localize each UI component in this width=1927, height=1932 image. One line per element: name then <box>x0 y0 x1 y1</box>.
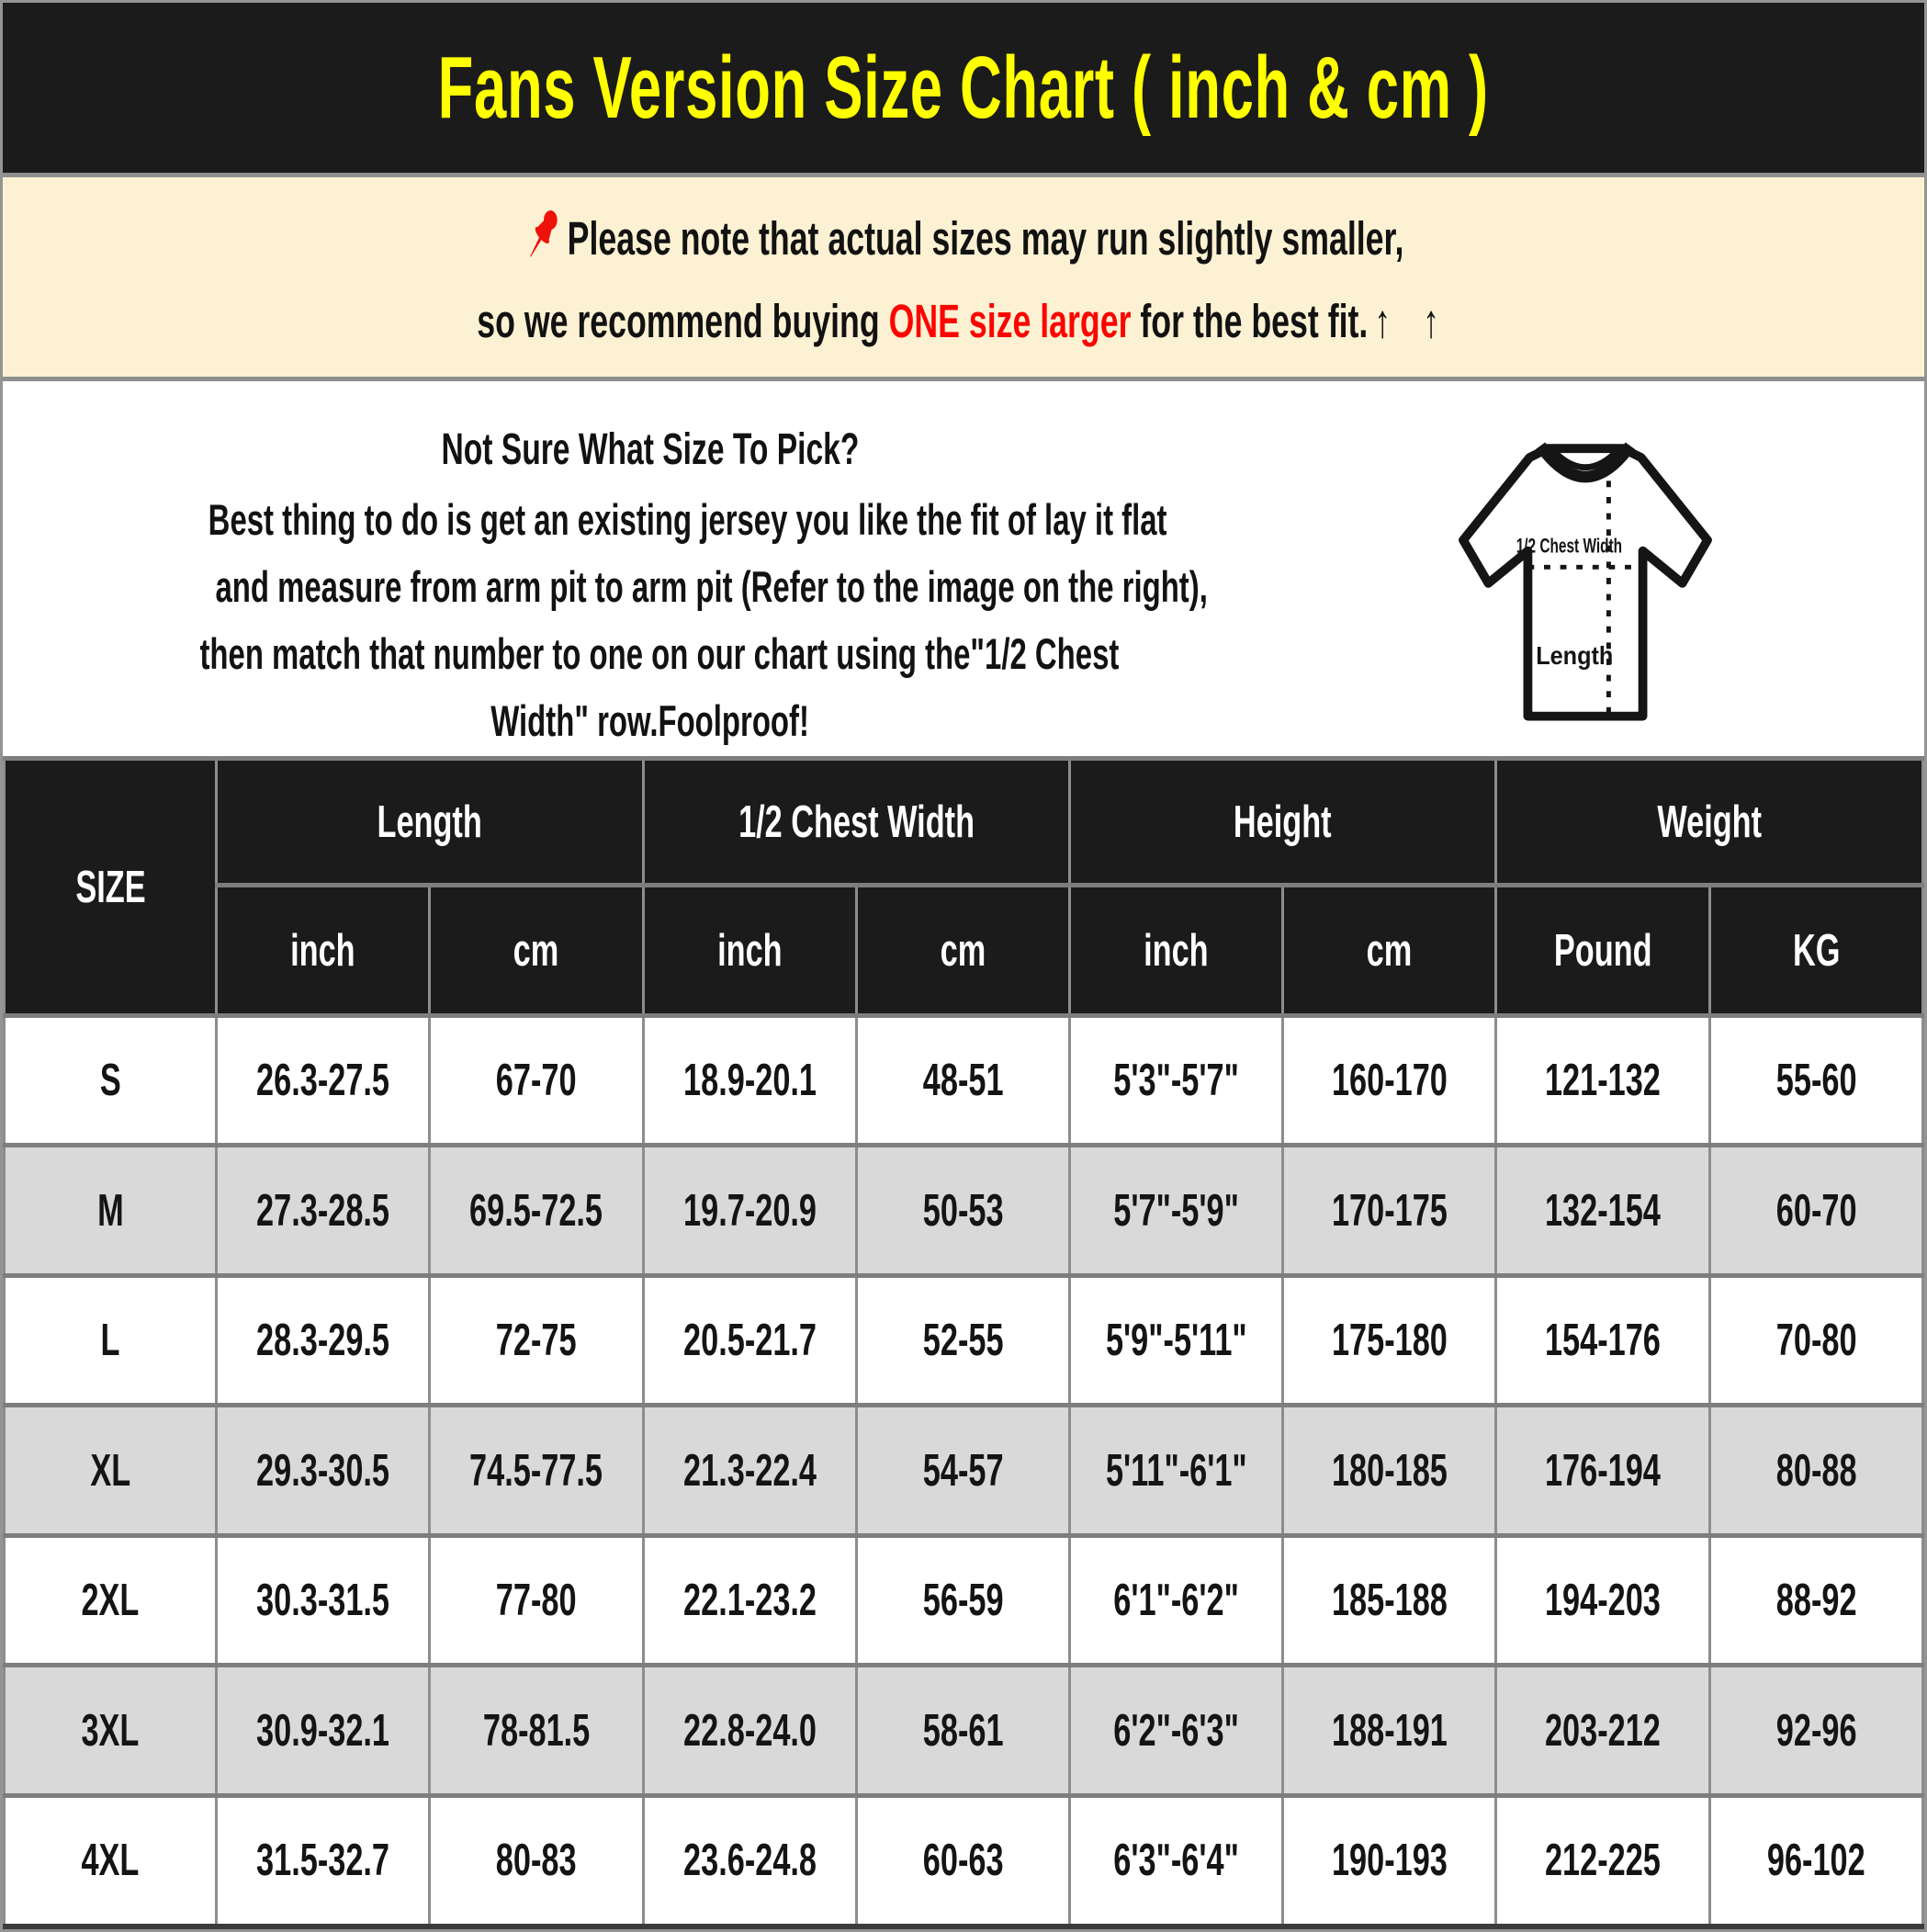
table-row <box>5 1275 1923 1405</box>
measurement-value: 23.6-24.8 <box>682 1836 817 1886</box>
size-table-body <box>5 1016 1923 1927</box>
table-row <box>5 1406 1923 1535</box>
measurement-value: 70-80 <box>1775 1316 1857 1366</box>
tshirt-diagram <box>1298 414 1924 756</box>
size-label: L <box>100 1316 120 1366</box>
measurement-value: 30.3-31.5 <box>256 1576 390 1626</box>
measurement-value: 203-212 <box>1545 1705 1661 1756</box>
measurement-value: 6'1"-6'2" <box>1113 1576 1239 1626</box>
guide-line-text-1: Best thing to do is get an existing jersey you like the fit of lay it flat <box>208 495 1167 544</box>
measurement-cell <box>1709 1146 1922 1275</box>
notice-banner <box>3 177 1924 381</box>
measurement-value: 194-203 <box>1545 1576 1661 1626</box>
measurement-cell <box>856 1535 1069 1665</box>
measurement-value: 18.9-20.1 <box>682 1056 817 1106</box>
table-row <box>5 1535 1923 1665</box>
measurement-value: 212-225 <box>1545 1836 1661 1886</box>
guide-line-text-2: and measure from arm pit to arm pit (Refer to the image on the right), <box>215 562 1208 611</box>
measurement-value: 67-70 <box>496 1056 577 1106</box>
size-cell <box>5 1406 217 1535</box>
unit-header <box>856 886 1069 1016</box>
size-cell <box>5 1795 217 1926</box>
measurement-cell <box>1069 1146 1282 1275</box>
measurement-cell <box>856 1275 1069 1405</box>
up-arrows-icon: ↑ ↑ <box>1373 294 1451 347</box>
length-header-text: Length <box>377 797 482 847</box>
measurement-value: 6'3"-6'4" <box>1113 1836 1239 1886</box>
size-cell <box>5 1535 217 1665</box>
notice-text-prefix: so we recommend buying <box>476 294 889 347</box>
measurement-value: 28.3-29.5 <box>256 1316 390 1366</box>
measurement-cell <box>1069 1795 1282 1926</box>
measurement-value: 55-60 <box>1775 1056 1857 1106</box>
size-table-wrap <box>3 756 1924 1929</box>
measurement-cell <box>430 1795 643 1926</box>
measurement-value: 175-180 <box>1331 1316 1448 1366</box>
measurement-cell <box>1069 1016 1282 1146</box>
size-label: 4XL <box>81 1836 140 1886</box>
table-row <box>5 1146 1923 1275</box>
table-row <box>5 1795 1923 1926</box>
size-table-head <box>5 759 1923 1016</box>
notice-highlight: ONE size larger <box>888 294 1131 347</box>
measurement-value: 54-57 <box>922 1445 1004 1496</box>
guide-line-text-3: then match that number to one on our chart using the"1/2 Chest <box>199 629 1120 678</box>
measurement-value: 5'3"-5'7" <box>1113 1056 1239 1106</box>
measurement-value: 185-188 <box>1331 1576 1448 1626</box>
measurement-cell <box>1283 1535 1496 1665</box>
measurement-cell <box>643 1146 856 1275</box>
measurement-value: 48-51 <box>922 1056 1004 1106</box>
measurement-cell <box>430 1535 643 1665</box>
measurement-cell <box>1069 1406 1282 1535</box>
measurement-value: 80-88 <box>1775 1445 1857 1496</box>
measurement-value: 170-175 <box>1331 1185 1448 1236</box>
guide-heading-text: Not Sure What Size To Pick? <box>441 425 860 474</box>
height-group-header <box>1069 759 1495 886</box>
measurement-value: 30.9-32.1 <box>256 1705 390 1756</box>
size-label: 2XL <box>81 1576 140 1626</box>
measurement-cell <box>1709 1406 1922 1535</box>
measurement-value: 60-63 <box>922 1836 1004 1886</box>
measurement-value: 132-154 <box>1545 1185 1661 1236</box>
measurement-value: 154-176 <box>1545 1316 1661 1366</box>
unit-header <box>1496 886 1709 1016</box>
guide-line <box>3 553 1298 620</box>
measurement-value: 20.5-21.7 <box>682 1316 817 1366</box>
pushpin-icon <box>523 199 565 269</box>
measurement-value: 80-83 <box>496 1836 577 1886</box>
measurement-cell <box>217 1146 430 1275</box>
length-group-header <box>217 759 643 886</box>
unit-header-text: KG <box>1792 925 1841 976</box>
measurement-value: 29.3-30.5 <box>256 1445 390 1496</box>
measurement-cell <box>643 1535 856 1665</box>
measurement-cell <box>643 1666 856 1795</box>
measurement-cell <box>1709 1795 1922 1926</box>
measurement-value: 121-132 <box>1545 1056 1661 1106</box>
measurement-cell <box>1283 1146 1496 1275</box>
measurement-cell <box>430 1275 643 1405</box>
measurement-cell <box>1069 1275 1282 1405</box>
measurement-cell <box>430 1666 643 1795</box>
measurement-cell <box>217 1016 430 1146</box>
measurement-cell <box>856 1406 1069 1535</box>
size-label: S <box>99 1056 121 1106</box>
height-header-text: Height <box>1234 797 1333 847</box>
measurement-cell <box>1496 1795 1709 1926</box>
measurement-cell <box>643 1406 856 1535</box>
measurement-cell <box>1496 1016 1709 1146</box>
unit-header <box>1283 886 1496 1016</box>
guide-line <box>3 620 1298 687</box>
unit-header <box>217 886 430 1016</box>
size-label: 3XL <box>81 1705 140 1756</box>
measurement-value: 21.3-22.4 <box>682 1445 817 1496</box>
table-unit-header-row <box>5 886 1923 1016</box>
measurement-value: 5'9"-5'11" <box>1105 1316 1247 1366</box>
size-column-header <box>5 759 217 1016</box>
guide-line-text-4: Width" row.Foolproof! <box>490 696 810 745</box>
unit-header <box>1709 886 1922 1016</box>
chest-width-header-text: 1/2 Chest Width <box>738 797 975 847</box>
measurement-cell <box>430 1016 643 1146</box>
unit-header-text: cm <box>940 925 986 976</box>
size-cell <box>5 1146 217 1275</box>
measurement-value: 5'7"-5'9" <box>1113 1185 1239 1236</box>
measurement-cell <box>1283 1666 1496 1795</box>
measurement-cell <box>1496 1146 1709 1275</box>
size-label: M <box>96 1185 124 1236</box>
size-cell <box>5 1016 217 1146</box>
guide-text <box>3 414 1298 756</box>
measurement-value: 6'2"-6'3" <box>1113 1705 1239 1756</box>
measurement-value: 96-102 <box>1766 1836 1865 1886</box>
table-group-header-row <box>5 759 1923 886</box>
notice-line-1 <box>3 199 1924 273</box>
measurement-value: 92-96 <box>1775 1705 1857 1756</box>
measurement-cell <box>217 1666 430 1795</box>
measurement-cell <box>1709 1666 1922 1795</box>
measurement-cell <box>430 1146 643 1275</box>
measurement-value: 180-185 <box>1331 1445 1448 1496</box>
guide-line <box>3 687 1298 754</box>
measurement-value: 190-193 <box>1331 1836 1448 1886</box>
measurement-cell <box>1496 1275 1709 1405</box>
tshirt-measure-icon <box>1434 416 1737 740</box>
measurement-cell <box>217 1275 430 1405</box>
table-row <box>5 1016 1923 1146</box>
measurement-cell <box>856 1146 1069 1275</box>
size-table <box>3 756 1924 1929</box>
measurement-cell <box>643 1275 856 1405</box>
notice-line-2 <box>3 288 1924 356</box>
measurement-value: 22.1-23.2 <box>682 1576 817 1626</box>
measurement-cell <box>1069 1535 1282 1665</box>
chest-width-group-header <box>643 759 1069 886</box>
measurement-cell <box>856 1795 1069 1926</box>
measurement-cell <box>1283 1406 1496 1535</box>
unit-header <box>1069 886 1282 1016</box>
measurement-cell <box>1283 1795 1496 1926</box>
weight-header-text: Weight <box>1657 797 1763 847</box>
notice-text-1: Please note that actual sizes may run slightly smaller, <box>568 211 1404 265</box>
size-header-text: SIZE <box>74 862 146 912</box>
measurement-value: 88-92 <box>1775 1576 1857 1626</box>
measurement-value: 77-80 <box>496 1576 577 1626</box>
measurement-value: 31.5-32.7 <box>256 1836 390 1886</box>
measurement-cell <box>430 1406 643 1535</box>
measurement-value: 188-191 <box>1331 1705 1448 1756</box>
measurement-value: 50-53 <box>922 1185 1004 1236</box>
measurement-cell <box>643 1016 856 1146</box>
measurement-value: 160-170 <box>1331 1056 1448 1106</box>
measurement-value: 22.8-24.0 <box>682 1705 817 1756</box>
measurement-cell <box>1709 1016 1922 1146</box>
unit-header <box>643 886 856 1016</box>
unit-header-text: cm <box>1367 925 1413 976</box>
measurement-cell <box>1709 1535 1922 1665</box>
measurement-cell <box>1283 1016 1496 1146</box>
measuring-guide <box>3 381 1924 756</box>
weight-group-header <box>1496 759 1923 886</box>
unit-header-text: inch <box>290 925 355 976</box>
unit-header-text: cm <box>513 925 559 976</box>
title-bar <box>3 3 1924 177</box>
notice-text-suffix: for the best fit. <box>1130 294 1368 347</box>
page-title: Fans Version Size Chart ( inch & cm ) <box>437 38 1490 137</box>
measurement-value: 5'11"-6'1" <box>1105 1445 1247 1496</box>
length-label: Length <box>1536 640 1614 670</box>
measurement-cell <box>217 1795 430 1926</box>
notice-line-1-text <box>523 199 1404 273</box>
unit-header-text: Pound <box>1553 925 1652 976</box>
measurement-cell <box>217 1535 430 1665</box>
measurement-cell <box>643 1795 856 1926</box>
notice-line-2-text <box>477 288 1450 356</box>
measurement-cell <box>1709 1275 1922 1405</box>
measurement-value: 58-61 <box>922 1705 1004 1756</box>
measurement-cell <box>856 1016 1069 1146</box>
measurement-cell <box>1283 1275 1496 1405</box>
size-label: XL <box>90 1445 130 1496</box>
measurement-value: 19.7-20.9 <box>682 1185 817 1236</box>
measurement-value: 69.5-72.5 <box>469 1185 603 1236</box>
measurement-cell <box>1496 1535 1709 1665</box>
measurement-value: 27.3-28.5 <box>256 1185 390 1236</box>
measurement-value: 176-194 <box>1545 1445 1661 1496</box>
measurement-value: 52-55 <box>922 1316 1004 1366</box>
measurement-value: 56-59 <box>922 1576 1004 1626</box>
guide-heading <box>3 414 1298 486</box>
unit-header-text: inch <box>1144 925 1209 976</box>
measurement-cell <box>856 1666 1069 1795</box>
size-cell <box>5 1275 217 1405</box>
table-row <box>5 1666 1923 1795</box>
measurement-value: 74.5-77.5 <box>469 1445 603 1496</box>
guide-line <box>3 486 1298 553</box>
measurement-value: 72-75 <box>496 1316 577 1366</box>
unit-header-text: inch <box>716 925 783 976</box>
measurement-cell <box>1069 1666 1282 1795</box>
measurement-value: 78-81.5 <box>482 1705 591 1756</box>
size-cell <box>5 1666 217 1795</box>
measurement-cell <box>217 1406 430 1535</box>
unit-header <box>430 886 643 1016</box>
measurement-cell <box>1496 1666 1709 1795</box>
chest-width-label: 1/2 Chest Width <box>1516 534 1623 558</box>
measurement-cell <box>1496 1406 1709 1535</box>
measurement-value: 26.3-27.5 <box>256 1056 390 1106</box>
measurement-value: 60-70 <box>1775 1185 1857 1236</box>
